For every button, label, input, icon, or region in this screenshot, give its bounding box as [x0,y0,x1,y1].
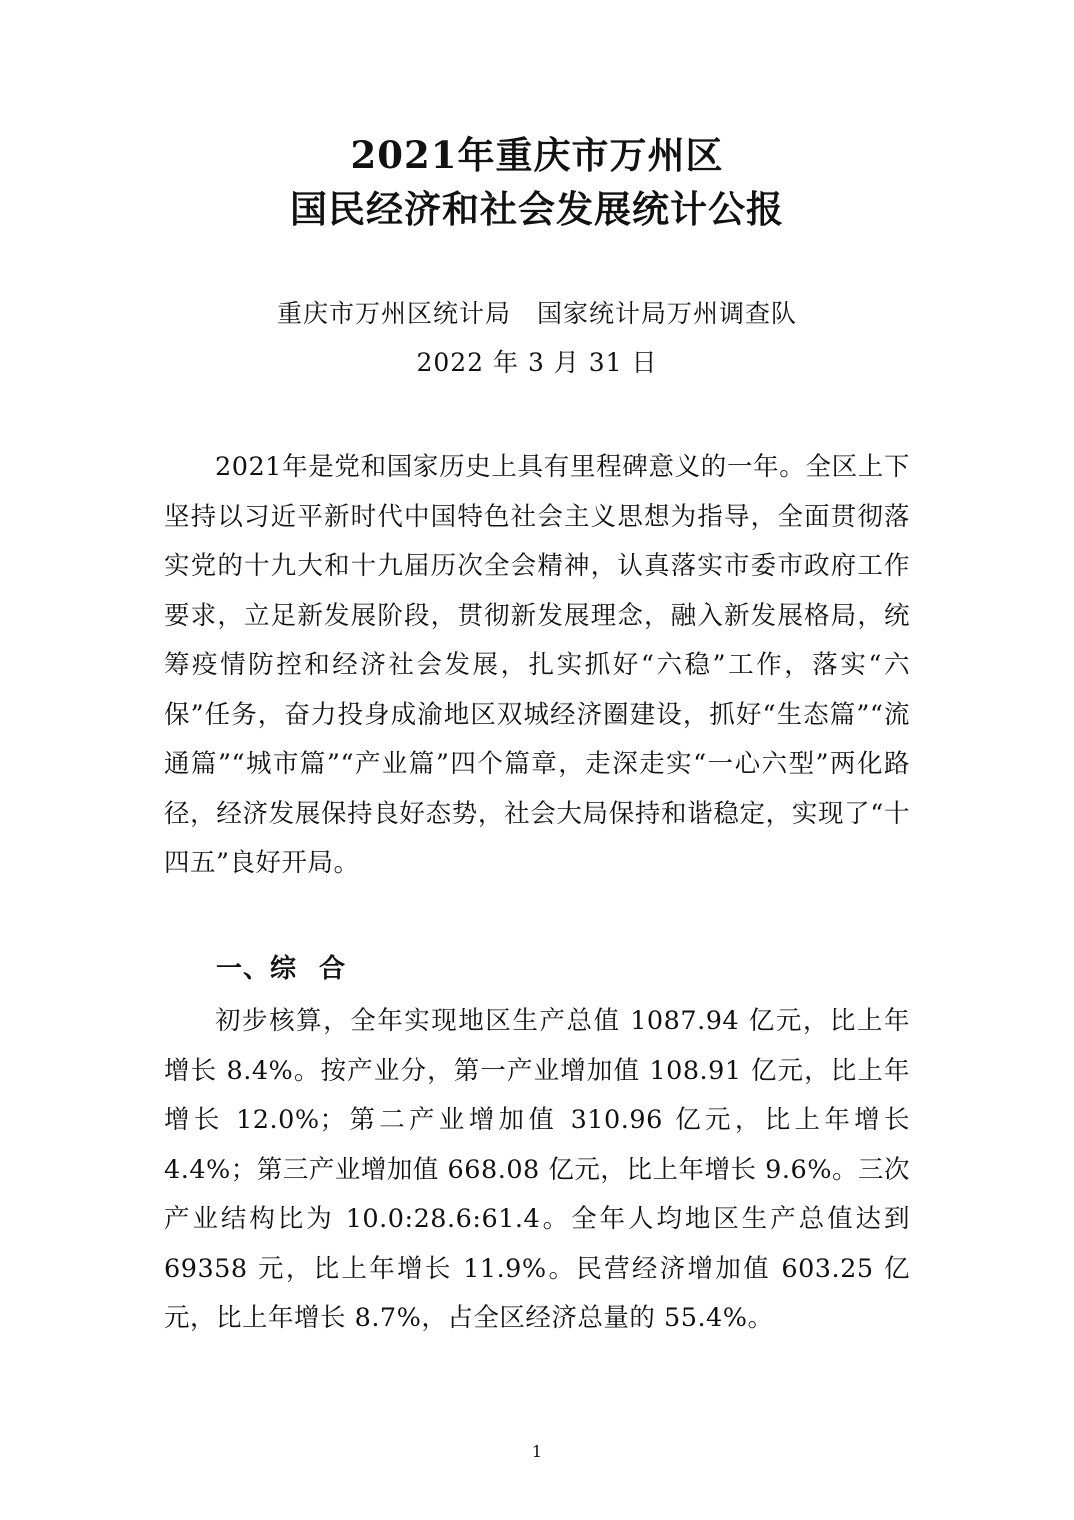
section-comprehensive-paragraph: 初步核算，全年实现地区生产总值 1087.94 亿元，比上年增长 8.4%。按产业分，第一产业增加值 108.91 亿元，比上年增长 12.0%；第二产业增加值 310.96 亿元，比上年增长 4.4%；第三产业增加值 668.08 亿元，比上年增长 9.6%。三次产业结构比为 10.0:28.6:61.4。全年人均地区生产总值达到 69358 元，比上年增长 11.9%。民营经济增加值 603.25 亿元，比上年增长 8.7%，占全区经济总量的 55.4%。 [164,1006,910,1333]
intro-paragraph: 2021年是党和国家历史上具有里程碑意义的一年。全区上下坚持以习近平新时代中国特色社会主义思想为指导，全面贯彻落实党的十九大和十九届历次全会精神，认真落实市委市政府工作要求，立足新发展阶段，贯彻新发展理念，融入新发展格局，统筹疫情防控和经济社会发展，扎实抓好“六稳”工作，落实“六保”任务，奋力投身成渝地区双城经济圈建设，抓好“生态篇”“流通篇”“城市篇”“产业篇”四个篇章，走深走实“一心六型”两化路径，经济发展保持良好态势，社会大局保持和谐稳定，实现了“十四五”良好开局。 [164,452,910,878]
report-title-line2: 国民经济和社会发展统计公报 [290,187,784,231]
issuing-organizations: 重庆市万州区统计局 国家统计局万州调查队 [276,299,797,328]
section-heading-part-a: 一、综 [216,954,298,984]
section-heading-comprehensive [164,945,910,995]
publish-date: 2022 年 3 月 31 日 [416,348,658,377]
section-heading-part-b: 合 [319,954,347,984]
report-title-line1: 2021年重庆市万州区 [350,133,724,177]
page-number: 1 [531,1442,543,1461]
